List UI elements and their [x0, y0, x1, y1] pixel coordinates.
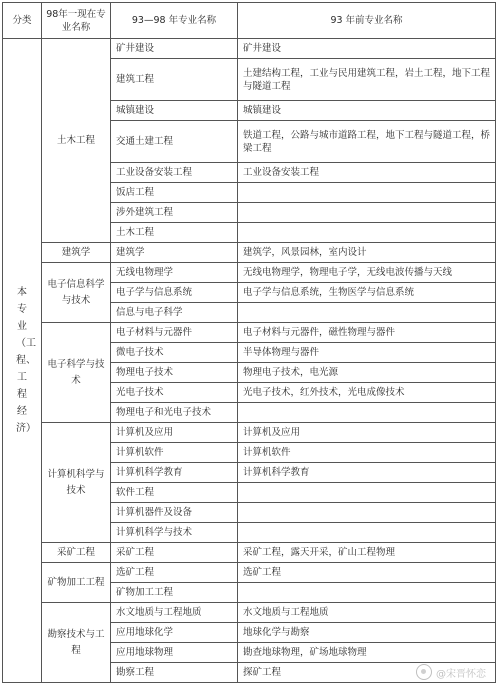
major-before93-cell — [238, 523, 496, 543]
major-before93-cell: 计算机软件 — [238, 443, 496, 463]
table-row — [3, 263, 496, 283]
major-before93-cell: 光电子技术，红外技术，光电成像技术 — [238, 383, 496, 403]
major-93-98-cell: 电子材料与元器件 — [111, 323, 238, 343]
category-label: 本专业（工程、工程经济） — [16, 287, 36, 434]
major-93-98-cell: 建筑工程 — [111, 59, 238, 101]
major-before93-cell: 土建结构工程，工业与民用建筑工程，岩土工程，地下工程与隧道工程 — [238, 59, 496, 101]
major-93-98-cell: 计算机软件 — [111, 443, 238, 463]
major-before93-cell: 计算机科学教育 — [238, 463, 496, 483]
major-before93-cell: 电子学与信息系统，生物医学与信息系统 — [238, 283, 496, 303]
major-before93-cell: 选矿工程 — [238, 563, 496, 583]
major-93-98-cell: 城镇建设 — [111, 101, 238, 121]
major-group-label: 采矿工程 — [42, 543, 111, 563]
major-93-98-cell: 勘察工程 — [111, 663, 238, 683]
major-93-98-cell: 建筑学 — [111, 243, 238, 263]
major-group-label: 电子科学与技术 — [42, 323, 111, 423]
major-93-98-cell: 交通土建工程 — [111, 121, 238, 163]
major-93-98-cell: 选矿工程 — [111, 563, 238, 583]
major-before93-cell: 地球化学与勘察 — [238, 623, 496, 643]
major-93-98-cell: 土木工程 — [111, 223, 238, 243]
major-93-98-cell: 物理电子技术 — [111, 363, 238, 383]
major-before93-cell: 计算机及应用 — [238, 423, 496, 443]
major-before93-cell: 电子材料与元器件，磁性物理与器件 — [238, 323, 496, 343]
major-group-label: 计算机科学与技术 — [42, 423, 111, 543]
header-category: 分类 — [3, 3, 42, 39]
watermark — [416, 664, 486, 680]
header-before93: 93 年前专业名称 — [238, 3, 496, 39]
header-since98: 98年一现在专业名称 — [42, 3, 111, 39]
table-row — [3, 243, 496, 263]
table-row — [3, 323, 496, 343]
camera-logo-icon — [416, 664, 432, 680]
major-93-98-cell: 矿井建设 — [111, 39, 238, 59]
major-before93-cell: 物理电子技术，电光源 — [238, 363, 496, 383]
major-before93-cell — [238, 483, 496, 503]
major-93-98-cell: 微电子技术 — [111, 343, 238, 363]
table-row — [3, 39, 496, 59]
table-body — [3, 39, 496, 683]
major-93-98-cell: 计算机科学教育 — [111, 463, 238, 483]
major-93-98-cell: 无线电物理学 — [111, 263, 238, 283]
major-before93-cell: 无线电物理学，物理电子学，无线电波传播与天线 — [238, 263, 496, 283]
table-row — [3, 543, 496, 563]
major-93-98-cell: 电子学与信息系统 — [111, 283, 238, 303]
major-93-98-cell: 应用地球物理 — [111, 643, 238, 663]
major-93-98-cell: 涉外建筑工程 — [111, 203, 238, 223]
major-before93-cell — [238, 223, 496, 243]
major-93-98-cell: 计算机器件及设备 — [111, 503, 238, 523]
major-before93-cell: 城镇建设 — [238, 101, 496, 121]
major-93-98-cell: 计算机科学与技术 — [111, 523, 238, 543]
major-group-label: 勘察技术与工程 — [42, 603, 111, 683]
major-93-98-cell: 水文地质与工程地质 — [111, 603, 238, 623]
major-93-98-cell: 计算机及应用 — [111, 423, 238, 443]
table-row — [3, 603, 496, 623]
major-before93-cell: 建筑学，风景园林，室内设计 — [238, 243, 496, 263]
major-before93-cell — [238, 403, 496, 423]
major-93-98-cell: 矿物加工工程 — [111, 583, 238, 603]
major-before93-cell: 采矿工程，露天开采，矿山工程物理 — [238, 543, 496, 563]
major-before93-cell: 水文地质与工程地质 — [238, 603, 496, 623]
major-group-label: 土木工程 — [42, 39, 111, 243]
table-row — [3, 423, 496, 443]
major-93-98-cell: 光电子技术 — [111, 383, 238, 403]
category-cell — [3, 39, 42, 683]
major-93-98-cell: 物理电子和光电子技术 — [111, 403, 238, 423]
major-before93-cell: 矿井建设 — [238, 39, 496, 59]
major-93-98-cell: 饭店工程 — [111, 183, 238, 203]
major-before93-cell: 探矿工程 — [238, 663, 496, 683]
major-93-98-cell: 工业设备安装工程 — [111, 163, 238, 183]
major-93-98-cell: 采矿工程 — [111, 543, 238, 563]
major-93-98-cell: 应用地球化学 — [111, 623, 238, 643]
major-before93-cell: 半导体物理与器件 — [238, 343, 496, 363]
major-before93-cell — [238, 203, 496, 223]
major-before93-cell — [238, 583, 496, 603]
major-comparison-table — [2, 2, 496, 683]
watermark-text: @宋晋怀恋 — [436, 668, 486, 680]
major-93-98-cell: 信息与电子科学 — [111, 303, 238, 323]
major-before93-cell — [238, 303, 496, 323]
header-row — [3, 3, 496, 39]
header-93-98: 93—98 年专业名称 — [111, 3, 238, 39]
table-row — [3, 563, 496, 583]
major-93-98-cell: 软件工程 — [111, 483, 238, 503]
major-before93-cell: 铁道工程，公路与城市道路工程，地下工程与隧道工程，桥梁工程 — [238, 121, 496, 163]
major-before93-cell: 勘查地球物理，矿场地球物理 — [238, 643, 496, 663]
major-before93-cell — [238, 183, 496, 203]
major-group-label: 建筑学 — [42, 243, 111, 263]
major-group-label: 电子信息科学与技术 — [42, 263, 111, 323]
major-group-label: 矿物加工工程 — [42, 563, 111, 603]
major-before93-cell — [238, 503, 496, 523]
major-before93-cell: 工业设备安装工程 — [238, 163, 496, 183]
